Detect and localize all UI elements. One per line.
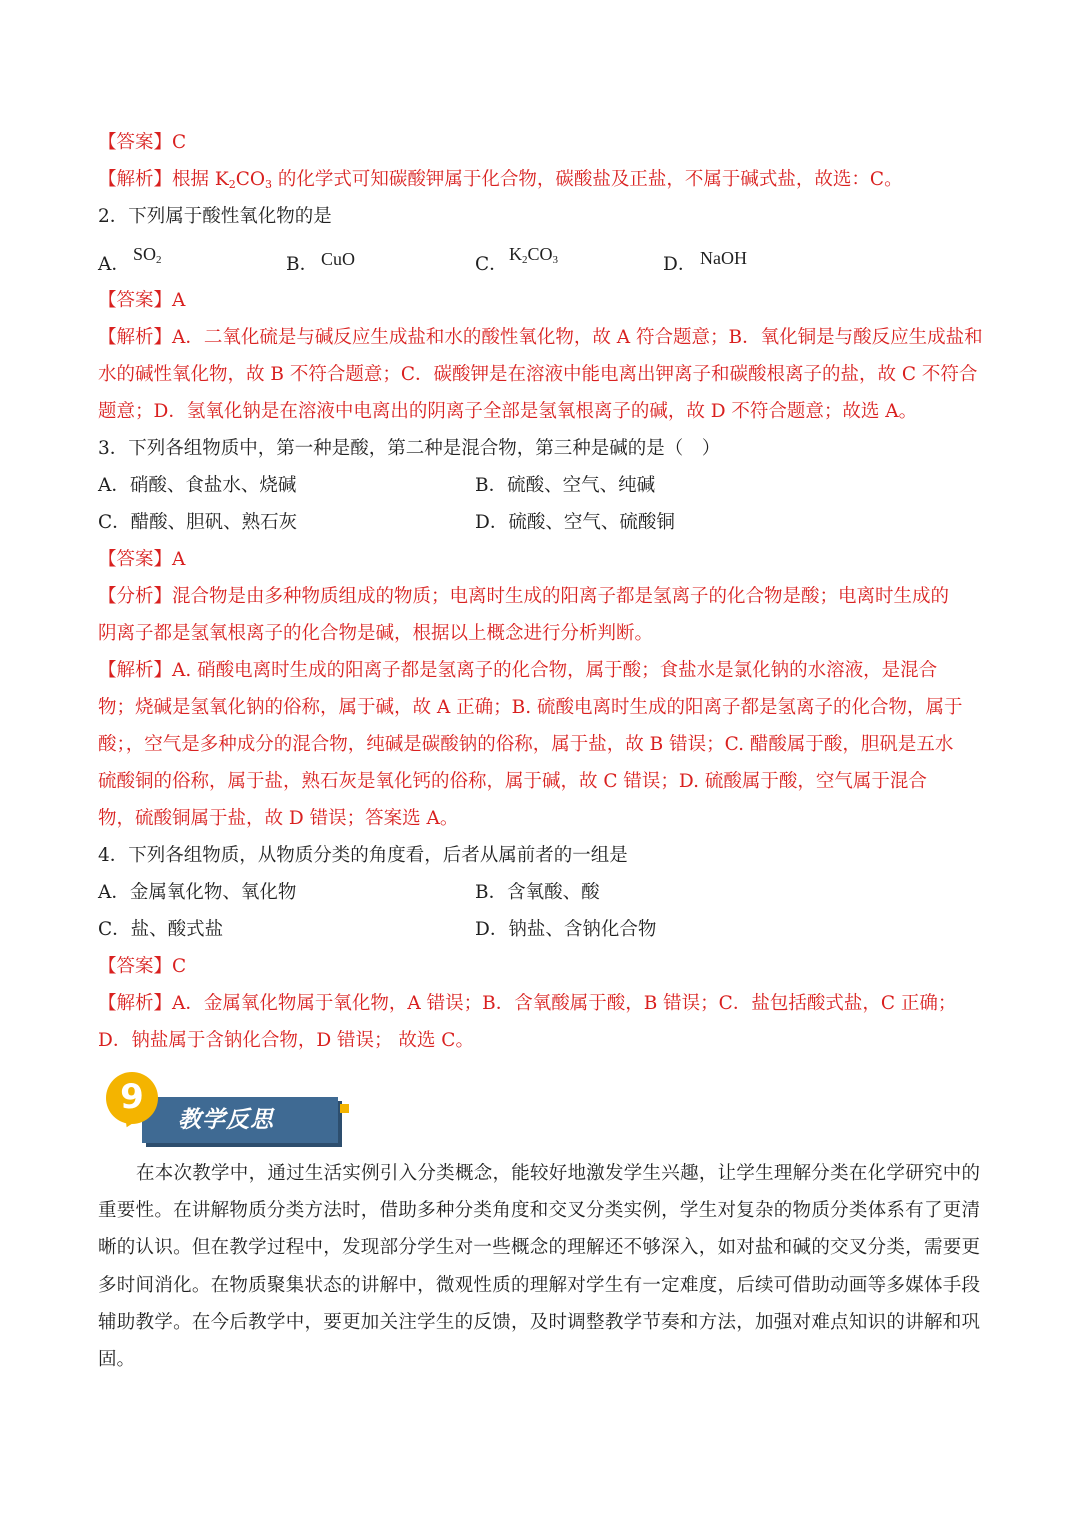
q2-option-b-label: B． bbox=[286, 254, 319, 275]
section-title: 教学反思 bbox=[178, 1107, 274, 1133]
section-accent-square bbox=[340, 1104, 349, 1113]
q4-option-c: C．盐、酸式盐 bbox=[98, 919, 224, 940]
q3-option-b: B．硫酸、空气、纯碱 bbox=[475, 475, 656, 496]
q2-answer: 【答案】A bbox=[98, 290, 186, 311]
q4-option-a: A．金属氧化物、氧化物 bbox=[98, 882, 297, 903]
q1-analysis: 【解析】根据 $K_2CO_3$ 的化学式可知碳酸钾属于化合物，碳酸盐及正盐，不属于碱式盐，故选：C。 bbox=[98, 169, 903, 191]
q3-fenxi-line-1: 【分析】混合物是由多种物质组成的物质；电离时生成的阳离子都是氢离子的化合物是酸；电离时生成的 bbox=[98, 586, 950, 607]
q2-analysis-line-3: 题意；D．氢氧化钠是在溶液中电离出的阴离子全部是氢氧根离子的碱，故 D 不符合题意；故选 A。 bbox=[98, 401, 918, 422]
q4-analysis-line-1: 【解析】A．金属氧化物属于氧化物，A 错误；B．含氧酸属于酸，B 错误；C．盐包括酸式盐，C 正确； bbox=[98, 993, 957, 1014]
q2-option-c-label: C． bbox=[475, 254, 508, 275]
q3-analysis-line-4: 硫酸铜的俗称，属于盐，熟石灰是氧化钙的俗称，属于碱，故 C 错误；D. 硫酸属于酸，空气属于混合 bbox=[98, 771, 927, 792]
q4-option-b: B．含氧酸、酸 bbox=[475, 882, 600, 903]
q2-option-d-label: D． bbox=[663, 254, 697, 275]
q4-analysis-line-2: D．钠盐属于含钠化合物，D 错误； 故选 C。 bbox=[98, 1030, 474, 1051]
q3-answer: 【答案】A bbox=[98, 549, 186, 570]
q3-analysis-line-5: 物，硫酸铜属于盐，故 D 错误；答案选 A。 bbox=[98, 808, 459, 829]
reflection-paragraph: 在本次教学中，通过生活实例引入分类概念，能较好地激发学生兴趣，让学生理解分类在化学研究中的重要性。在讲解物质分类方法时，借助多种分类角度和交叉分类实例，学生对复杂的物质分类体系有了更清晰的认识。但在教学过程中，发现部分学生对一些概念的理解还不够深入，如对盐和碱的交叉分类，需要更多时间消化。在物质聚集状态的讲解中，微观性质的理解对学生有一定难度，后续可借助动画等多媒体手段辅助教学。在今后教学中，要更加关注学生的反馈，及时调整教学节奏和方法，加强对难点知识的讲解和巩固。 bbox=[98, 1163, 980, 1371]
q4-answer: 【答案】C bbox=[98, 956, 187, 977]
q2-option-c-formula: $K_2CO_3$ bbox=[509, 244, 559, 266]
q2-analysis-line-1: 【解析】A．二氧化硫是与碱反应生成盐和水的酸性氧化物，故 A 符合题意；B．氧化铜是与酸反应生成盐和 bbox=[98, 327, 983, 348]
q3-fenxi-line-2: 阴离子都是氢氧根离子的化合物是碱，根据以上概念进行分析判断。 bbox=[98, 623, 654, 644]
q2-stem: 2．下列属于酸性氧化物的是 bbox=[98, 206, 332, 227]
q2-option-b-formula: CuO bbox=[321, 249, 356, 269]
q3-analysis-line-1: 【解析】A. 硝酸电离时生成的阳离子都是氢离子的化合物，属于酸；食盐水是氯化钠的水溶液，是混合 bbox=[98, 660, 938, 681]
q3-option-a: A．硝酸、食盐水、烧碱 bbox=[98, 475, 297, 496]
q4-option-d: D．钠盐、含钠化合物 bbox=[475, 919, 657, 940]
q2-option-a-label: A． bbox=[98, 254, 130, 275]
q3-analysis-line-2: 物；烧碱是氢氧化钠的俗称，属于碱，故 A 正确；B. 硫酸电离时生成的阳离子都是氢离子的化合物，属于 bbox=[98, 697, 963, 718]
q4-stem: 4．下列各组物质，从物质分类的角度看，后者从属前者的一组是 bbox=[98, 845, 628, 866]
section-number: 9 bbox=[120, 1077, 144, 1117]
q3-analysis-line-3: 酸；，空气是多种成分的混合物，纯碱是碳酸钠的俗称，属于盐，故 B 错误；C. 醋酸属于酸，胆矾是五水 bbox=[98, 734, 954, 755]
q3-stem: 3．下列各组物质中，第一种是酸，第二种是混合物，第三种是碱的是（ ） bbox=[98, 438, 721, 459]
q2-analysis-line-2: 水的碱性氧化物，故 B 不符合题意；C．碳酸钾是在溶液中能电离出钾离子和碳酸根离子的盐，故 C 不符合 bbox=[98, 364, 978, 385]
q3-option-d: D．硫酸、空气、硫酸铜 bbox=[475, 512, 675, 533]
q2-option-d-formula: NaOH bbox=[700, 248, 747, 268]
q1-answer: 【答案】C bbox=[98, 132, 187, 153]
q3-option-c: C．醋酸、胆矾、熟石灰 bbox=[98, 512, 298, 533]
q2-option-a-formula: $SO_2$ bbox=[133, 244, 162, 266]
